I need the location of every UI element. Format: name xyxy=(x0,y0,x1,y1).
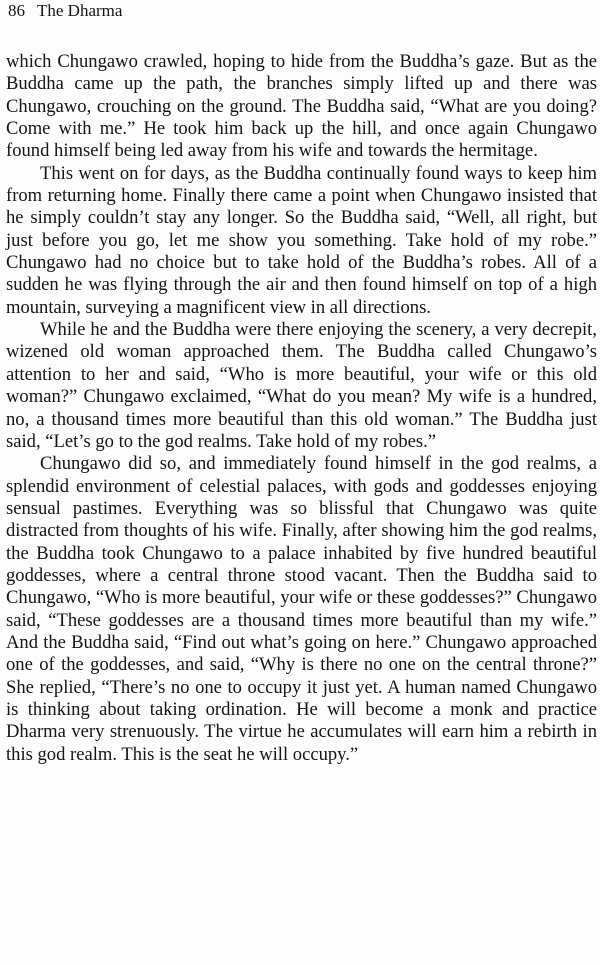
paragraph-days: This went on for days, as the Buddha continually found ways to keep him from returning home. Finally there came a point when Chungawo insisted that he simply couldn’t stay any longer. So the Buddha said, “Well, all right, but just before you go, let me show you something. Take hold of my robe.” Chungawo had no choice but to take hold of the Buddha’s robes. All of a sudden he was flying through the air and then found himself on top of a high mountain, surveying a magnificent view in all directions. xyxy=(6,162,597,318)
paragraph-continuation: which Chungawo crawled, hoping to hide from the Buddha’s gaze. But as the Buddha came up the path, the branches simply lifted up and there was Chungawo, crouching on the ground. The Buddha said, “What are you doing? Come with me.” He took him back up the hill, and once again Chungawo found himself being led away from his wife and towards the hermitage. xyxy=(6,51,597,162)
running-head xyxy=(8,0,122,22)
paragraph-old-woman: While he and the Buddha were there enjoying the scenery, a very decrepit, wizened old woman approached them. The Buddha called Chungawo’s attention to her and said, “Who is more beautiful, your wife or this old woman?” Chungawo exclaimed, “What do you mean? My wife is a hundred, no, a thousand times more beautiful than this old woman.” The Buddha just said, “Let’s go to the god realms. Take hold of my robes.” xyxy=(6,319,597,452)
running-head-title: The Dharma xyxy=(37,1,123,20)
paragraph-god-realms: Chungawo did so, and immediately found himself in the god realms, a splendid environment of celestial palaces, with gods and goddesses enjoying sensual pastimes. Everything was so blissful that Chungawo was quite distracted from thoughts of his wife. Finally, after showing him the god realms, the Buddha took Chungawo to a palace inhabited by five hundred beautiful goddesses, where a central throne stood vacant. Then the Buddha said to Chungawo, “Who is more beautiful, your wife or these goddesses?” Chungawo said, “These goddesses are a thousand times more beautiful than my wife.” And the Buddha said, “Find out what’s going on here.” Chungawo approached one of the goddesses, and said, “Why is there no one on the central throne?” She replied, “There’s no one to occupy it just yet. A human named Chungawo is thinking about taking ordination. He will become a monk and practice Dharma very strenuously. The virtue he accumulates will earn him a rebirth in this god realm. This is the seat he will occupy.” xyxy=(6,453,597,765)
page-number: 86 xyxy=(8,1,25,20)
body-text xyxy=(6,51,597,766)
